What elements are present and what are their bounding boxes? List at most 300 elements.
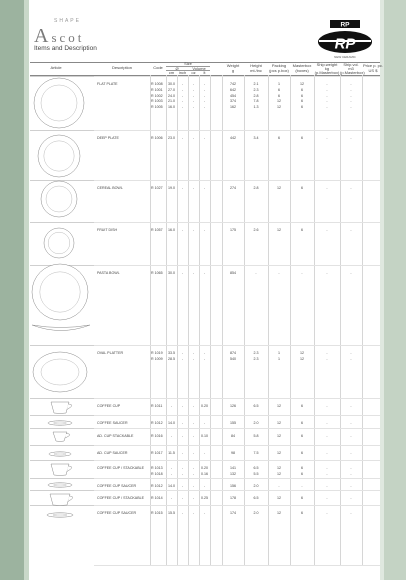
cell-oz: -: [192, 87, 195, 92]
cell-code: R 1057: [151, 228, 163, 232]
cell-shipweight: -: [326, 484, 328, 488]
cereal-bowl-image: [40, 180, 78, 218]
flat-plate-image: [33, 77, 85, 129]
row-divider: [94, 265, 380, 266]
row-divider: [94, 415, 380, 416]
right-color-band: [384, 0, 406, 580]
col-code: Code: [153, 65, 163, 70]
cell-shipvol: -: [350, 228, 352, 232]
cell-cm: 16.0: [168, 105, 175, 110]
cell-weight: 98: [231, 451, 235, 455]
plate-well: [46, 186, 72, 212]
cell-packing: 12: [277, 105, 281, 110]
cell-shipweight: -: [326, 496, 328, 500]
cell-lt: -: [203, 421, 206, 425]
cell-oz: -: [192, 136, 195, 140]
cell-weight: 141: [230, 466, 236, 470]
row-divider: [94, 222, 380, 223]
cell-cm: 14.0: [168, 421, 175, 425]
cup-body: [50, 494, 70, 506]
cell-inch: -: [181, 421, 184, 425]
row-divider: [94, 180, 380, 181]
column-rule: [314, 75, 315, 565]
cell-shipvol: -: [350, 421, 352, 425]
cell-packing: 12: [277, 496, 281, 500]
cell-height: 2.0: [253, 511, 259, 515]
cell-oz: -: [192, 451, 195, 455]
cell-weight: 742: [230, 82, 236, 86]
pasta-bowl-side-profile: [32, 325, 90, 331]
cell-masterbox: 6: [301, 93, 303, 98]
cell-height: 7.5: [253, 451, 259, 455]
cell-height: 2.3: [253, 351, 259, 355]
cell-lt: -: [203, 451, 206, 455]
cell-shipweight: -: [326, 466, 328, 470]
cell-weight: 132: [230, 471, 236, 476]
cell-masterbox: -: [301, 484, 303, 488]
product-description: FRUIT DISH: [97, 228, 118, 232]
cell-shipvol: -: [350, 404, 352, 408]
cell-masterbox: 6: [301, 434, 303, 438]
cell-masterbox: 6: [301, 99, 303, 104]
cell-weight: 155: [230, 421, 236, 425]
col-height-unit: mt./inc: [250, 67, 262, 73]
cell-height: 2.1: [253, 82, 259, 86]
coffee-cup-image: [50, 401, 78, 415]
row-divider: [94, 505, 380, 506]
deep-plate-image: [37, 134, 81, 178]
cell-shipvol: -: [350, 186, 352, 190]
column-rule: [210, 75, 211, 565]
cell-code: R 1017: [151, 451, 163, 455]
col-packing: Packing: [271, 63, 287, 68]
cell-height: 7.8: [253, 99, 259, 104]
cell-packing: 12: [277, 186, 281, 190]
cell-cm: 33.5: [168, 351, 175, 355]
cell-cm: 14.0: [168, 484, 175, 488]
article-divider: [30, 222, 94, 223]
cell-shipweight: -: [326, 87, 328, 92]
ad-cup-saucer-image: [48, 451, 72, 457]
cell-inch: -: [181, 351, 184, 355]
col-price-unit: US $: [368, 67, 378, 73]
cell-code: R 1012: [151, 421, 163, 425]
cell-masterbox: 6: [301, 496, 303, 500]
article-divider: [30, 130, 94, 131]
cell-shipvol: -: [350, 484, 352, 488]
cell-shipvol: -: [350, 351, 352, 355]
cup-body: [53, 432, 67, 442]
cell-inch: -: [181, 356, 184, 361]
row-divider: [94, 428, 380, 429]
cell-code: R 1002: [151, 93, 163, 98]
col-size: Size: [184, 60, 192, 66]
col-weight-unit: g: [231, 67, 235, 73]
cell-shipweight: -: [326, 186, 328, 190]
article-divider: [30, 428, 94, 429]
cell-oz: -: [192, 228, 195, 232]
cell-weight: 175: [230, 228, 236, 232]
col-volume: Volume: [192, 65, 206, 71]
product-description: COFFEE CUP SAUCER: [97, 511, 137, 515]
product-description: PASTA BOWL: [97, 271, 120, 275]
cell-inch: -: [181, 93, 184, 98]
cell-lt: 0.20: [201, 404, 208, 408]
cell-oz: -: [192, 93, 195, 98]
cell-oz: -: [192, 99, 195, 104]
cell-inch: -: [181, 451, 184, 455]
cell-masterbox: 6: [301, 471, 303, 476]
coffee-cup-stackable-large-image: [49, 493, 79, 507]
cell-oz: -: [192, 471, 195, 476]
col-shipvol-unit: m3: [348, 66, 354, 71]
cell-shipweight: -: [326, 434, 328, 438]
cell-inch: -: [181, 466, 184, 470]
column-rule: [199, 75, 200, 565]
cell-masterbox: 6: [301, 404, 303, 408]
series-rest: scot: [51, 30, 85, 45]
cell-packing: 12: [277, 421, 281, 425]
page-subtitle: Items and Description: [34, 45, 97, 52]
cell-cm: 30.0: [168, 271, 175, 275]
column-rule: [362, 75, 363, 565]
plate-well: [40, 272, 80, 312]
column-rule: [222, 75, 223, 565]
cell-shipweight: -: [326, 99, 328, 104]
col-shipvol-unit2: (p.Masterbox): [340, 70, 365, 75]
cell-inch: -: [181, 404, 184, 408]
cell-lt: -: [203, 271, 206, 275]
cell-height: 2.3: [253, 356, 259, 361]
article-divider: [30, 398, 94, 399]
platter-well: [41, 359, 79, 385]
col-diam: Ø: [175, 65, 179, 71]
cell-lt: -: [203, 136, 206, 140]
cell-height: 2.8: [253, 93, 259, 98]
product-description: OVAL PLATTER: [97, 351, 124, 355]
fruit-dish-image: [43, 227, 75, 259]
cell-lt: -: [203, 511, 206, 515]
row-divider: [94, 490, 380, 491]
cell-inch: -: [181, 434, 184, 438]
cell-cm: 24.0: [168, 93, 175, 98]
cell-masterbox: 6: [301, 451, 303, 455]
cell-packing: 1: [278, 351, 280, 355]
cell-code: R 1014: [151, 496, 163, 500]
cell-cm: 21.0: [168, 99, 175, 104]
oval-platter-image: [32, 350, 88, 394]
cell-shipweight: -: [326, 511, 328, 515]
col-shipweight-unit2: (p.Masterbox): [314, 70, 340, 75]
cell-masterbox: 12: [300, 82, 304, 86]
cell-weight: 374: [230, 99, 236, 104]
cell-shipweight: -: [326, 404, 328, 408]
cell-height: 5.5: [253, 471, 259, 476]
product-description: COFFEE CUP / STACKABLE: [97, 466, 144, 470]
row-divider: [94, 130, 380, 131]
cell-code: R 1065: [151, 271, 163, 275]
cell-lt: -: [203, 105, 206, 110]
cell-shipvol: -: [350, 356, 352, 361]
article-divider: [30, 478, 94, 479]
cell-code: R 1012: [151, 484, 163, 488]
cell-shipweight: -: [326, 136, 328, 140]
cell-shipweight: -: [326, 471, 328, 476]
cell-shipvol: -: [350, 136, 352, 140]
column-rule: [290, 75, 291, 565]
cell-lt: -: [203, 484, 206, 488]
cell-inch: -: [181, 186, 184, 190]
cell-shipvol: -: [350, 271, 352, 275]
product-description: COFFEE CUP / STACKABLE: [97, 496, 144, 500]
cell-oz: -: [192, 356, 195, 361]
cell-cm: -: [170, 471, 173, 476]
cell-masterbox: 6: [301, 136, 303, 140]
column-rule: [188, 75, 189, 565]
article-divider: [30, 445, 94, 446]
saucer-well: [53, 514, 67, 516]
cell-cm: 30.0: [168, 82, 175, 86]
cell-shipvol: -: [350, 82, 352, 86]
cell-oz: -: [192, 186, 195, 190]
product-description: COFFEE CUP: [97, 404, 121, 408]
cell-weight: 84: [231, 434, 235, 438]
column-rule: [150, 75, 151, 565]
cell-weight: 642: [230, 87, 236, 92]
cell-weight: 442: [230, 136, 236, 140]
article-divider: [30, 415, 94, 416]
col-oz: oz: [191, 70, 196, 75]
cell-code: R 1013: [151, 466, 163, 470]
cell-weight: 156: [230, 484, 236, 488]
cell-cm: -: [170, 434, 173, 438]
row-divider: [94, 398, 380, 399]
cell-height: 6.5: [253, 496, 259, 500]
left-light-band: [24, 0, 29, 580]
cell-lt: 0.16: [201, 471, 208, 476]
cell-lt: -: [203, 93, 206, 98]
saucer-well: [54, 453, 66, 455]
article-divider: [30, 490, 94, 491]
cell-oz: -: [192, 421, 195, 425]
cell-inch: -: [181, 271, 184, 275]
cell-shipvol: -: [350, 87, 352, 92]
column-rule: [340, 75, 341, 565]
cell-shipvol: -: [350, 434, 352, 438]
cell-masterbox: -: [301, 271, 303, 275]
logo-main-text: RP: [334, 35, 356, 53]
cell-packing: 6: [278, 136, 280, 140]
cell-packing: 12: [277, 466, 281, 470]
column-rule: [177, 75, 178, 565]
cell-lt: -: [203, 228, 206, 232]
cup-body: [51, 464, 69, 476]
col-masterbox: Masterbox: [292, 63, 312, 68]
col-shipweight-unit: kg: [324, 66, 330, 71]
cell-masterbox: 6: [301, 228, 303, 232]
cell-shipweight: -: [326, 351, 328, 355]
row-divider: [94, 478, 380, 479]
cell-lt: -: [203, 186, 206, 190]
cell-height: -: [255, 271, 257, 275]
cell-inch: -: [181, 136, 184, 140]
cell-packing: 12: [277, 228, 281, 232]
cell-shipweight: -: [326, 356, 328, 361]
cell-packing: 12: [277, 404, 281, 408]
cell-inch: -: [181, 471, 184, 476]
cell-shipweight: -: [326, 82, 328, 86]
cell-cm: -: [170, 466, 173, 470]
pasta-bowl-image: [31, 263, 89, 321]
cell-weight: 854: [230, 271, 236, 275]
cell-weight: 178: [230, 496, 236, 500]
cell-cm: 19.0: [168, 186, 175, 190]
size-group-rule: [166, 66, 210, 67]
cell-masterbox: 6: [301, 511, 303, 515]
cell-masterbox: 6: [301, 421, 303, 425]
cell-weight: 174: [230, 511, 236, 515]
column-rule: [166, 75, 167, 565]
cell-code: R 1019: [151, 351, 163, 355]
col-shipvol: Ship.vol.: [343, 62, 359, 67]
cell-lt: -: [203, 356, 206, 361]
cell-shipweight: -: [326, 228, 328, 232]
cell-cm: -: [170, 496, 173, 500]
cell-packing: 1: [278, 82, 280, 86]
col-article: Article: [50, 65, 62, 70]
cell-code: R 1005: [151, 105, 163, 110]
row-divider: [94, 565, 380, 566]
cell-cm: -: [170, 404, 173, 408]
plate-well: [44, 141, 74, 171]
cell-masterbox: 12: [300, 351, 304, 355]
cell-masterbox: 12: [300, 356, 304, 361]
col-masterbox-unit: (boxes): [295, 67, 309, 73]
cell-cm: 11.5: [168, 451, 175, 455]
series-initial: A: [34, 25, 52, 47]
cell-cm: 23.0: [168, 136, 175, 140]
cell-oz: -: [192, 496, 195, 500]
product-description: COFFEE SAUCER: [97, 421, 128, 425]
cell-shipvol: -: [350, 451, 352, 455]
cell-packing: 6: [278, 87, 280, 92]
cell-cm: 15.5: [168, 511, 175, 515]
col-height: Height: [250, 63, 262, 68]
cell-code: R 1008: [151, 82, 163, 86]
cell-code: R 1009: [151, 356, 163, 361]
column-rule: [268, 75, 269, 565]
logo-top-text: RP: [340, 21, 350, 29]
cell-height: 3.4: [253, 136, 259, 140]
product-description: DEEP PLATE: [97, 136, 119, 140]
row-divider: [94, 460, 380, 461]
cell-oz: -: [192, 484, 195, 488]
cell-height: 2.6: [253, 228, 259, 232]
cell-masterbox: 6: [301, 87, 303, 92]
cell-weight: 454: [230, 93, 236, 98]
cell-weight: 126: [230, 404, 236, 408]
product-description: CEREAL BOWL: [97, 186, 123, 190]
pasta-bowl-side-image: [30, 322, 92, 334]
cell-code: R 1003: [151, 99, 163, 104]
cell-lt: 0.25: [201, 496, 208, 500]
product-description: AD. CUP SAUCER: [97, 451, 128, 455]
cell-oz: -: [192, 351, 195, 355]
shape-label: SHAPE: [54, 18, 81, 24]
cell-inch: -: [181, 105, 184, 110]
plate-well: [48, 232, 70, 254]
cell-cm: 16.0: [168, 228, 175, 232]
cell-masterbox: 6: [301, 466, 303, 470]
col-packing-unit: (pcs p.box): [269, 67, 289, 73]
cell-packing: 12: [277, 434, 281, 438]
cell-oz: -: [192, 105, 195, 110]
cell-inch: -: [181, 496, 184, 500]
cell-cm: 28.5: [168, 356, 175, 361]
col-cm: cm: [168, 70, 175, 75]
cell-oz: -: [192, 511, 195, 515]
cell-inch: -: [181, 484, 184, 488]
cell-packing: 6: [278, 93, 280, 98]
cell-inch: -: [181, 87, 184, 92]
coffee-cup-saucer-large-image: [46, 512, 74, 518]
cell-masterbox: 6: [301, 105, 303, 110]
cell-shipvol: -: [350, 466, 352, 470]
cell-lt: -: [203, 351, 206, 355]
cell-inch: -: [181, 228, 184, 232]
plate-well: [41, 85, 77, 121]
cell-code: R 1015: [151, 511, 163, 515]
cell-shipweight: -: [326, 105, 328, 110]
cell-weight: 162: [230, 105, 236, 110]
cell-inch: -: [181, 99, 184, 104]
cell-packing: -: [278, 484, 280, 488]
cell-shipvol: -: [350, 496, 352, 500]
cell-code: R 1018: [151, 471, 163, 476]
col-lt: lt: [203, 70, 206, 75]
cell-shipvol: -: [350, 93, 352, 98]
cell-inch: -: [181, 511, 184, 515]
cell-oz: -: [192, 434, 195, 438]
coffee-cup-stackable-image: [50, 463, 78, 477]
cell-packing: 12: [277, 471, 281, 476]
ad-cup-stackable-image: [52, 431, 76, 443]
cell-masterbox: 6: [301, 186, 303, 190]
cell-lt: -: [203, 99, 206, 104]
left-color-band: [0, 0, 24, 580]
cell-lt: 0.20: [201, 466, 208, 470]
cell-code: R 1011: [151, 404, 163, 408]
cell-packing: 12: [277, 451, 281, 455]
cell-weight: 874: [230, 351, 236, 355]
cell-shipweight: -: [326, 451, 328, 455]
cell-packing: 12: [277, 511, 281, 515]
cell-lt: -: [203, 87, 206, 92]
cell-code: R 1006: [151, 136, 163, 140]
cell-height: 6.5: [253, 466, 259, 470]
cell-shipvol: -: [350, 471, 352, 476]
cell-height: 2.0: [253, 421, 259, 425]
brand-logo: [316, 18, 374, 54]
col-shipweight: Ship.weight: [316, 62, 338, 67]
cell-code: R 1016: [151, 434, 163, 438]
cell-cm: 27.0: [168, 87, 175, 92]
size-group-rule: [166, 70, 210, 71]
col-weight: Weight: [226, 63, 240, 68]
saucer-well: [54, 484, 67, 486]
cell-inch: -: [181, 82, 184, 86]
cell-height: 2.3: [253, 87, 259, 92]
